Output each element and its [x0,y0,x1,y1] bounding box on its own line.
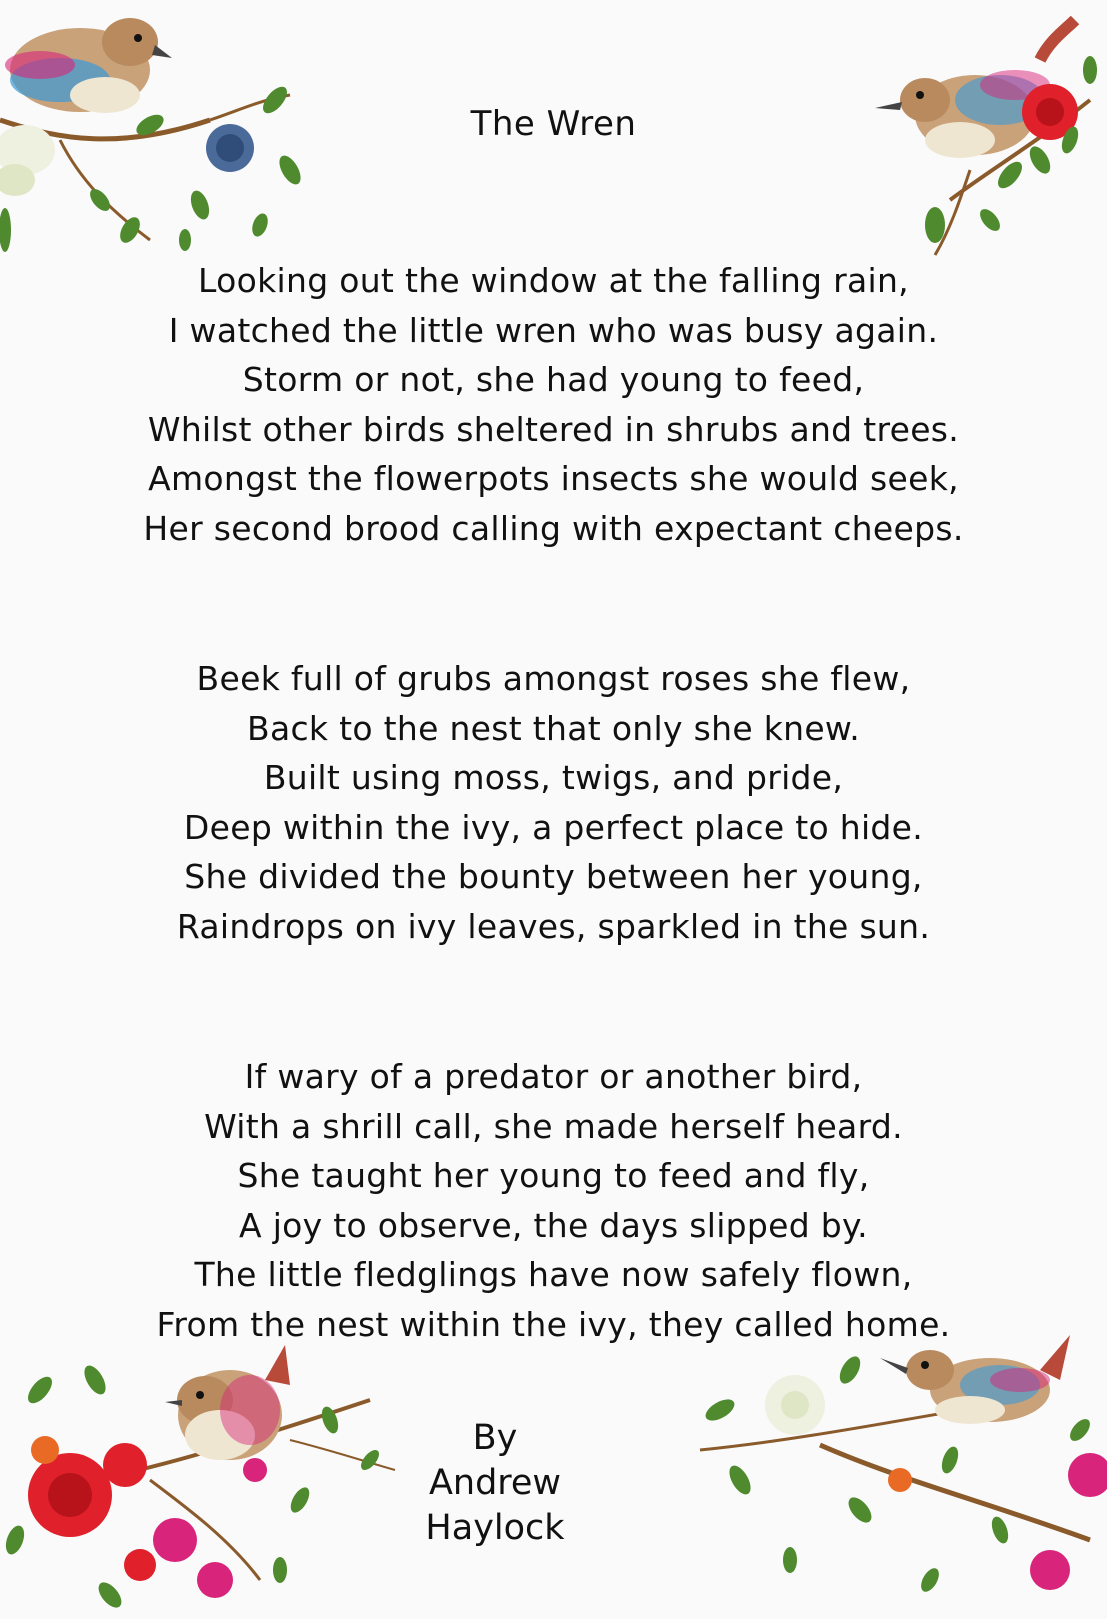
stanza-1 [0,256,1107,553]
poem-line: Her second brood calling with expectant cheeps. [143,508,964,548]
author-first-name: Andrew [428,1463,562,1503]
poem-line: Deep within the ivy, a perfect place to hide. [183,807,924,847]
poem-line: Looking out the window at the falling rain, [198,261,909,300]
poem-line: I watched the little wren who was busy again. [168,310,939,350]
stanza-2 [0,654,1107,951]
poem-title: The Wren [470,104,637,144]
poem-line: Beek full of grubs amongst roses she flew, [196,659,911,698]
poem-line: Built using moss, twigs, and pride, [263,758,844,797]
poem-line: With a shrill call, she made herself heard. [204,1106,903,1146]
poem-line: Raindrops on ivy leaves, sparkled in the sun. [176,906,931,946]
stanza-3 [0,1052,1107,1349]
poem-line: Storm or not, she had young to feed, [242,360,865,399]
bottom-right-wren-illustration [700,1330,1107,1619]
poem-line: She taught her young to feed and fly, [237,1156,870,1195]
poem-line: Amongst the flowerpots insects she would seek, [148,459,959,498]
poem-line: Back to the nest that only she knew. [247,708,860,748]
bottom-left-wren-illustration [0,1340,400,1619]
poem-line: From the nest within the ivy, they called home. [156,1304,951,1344]
poem-line: Whilst other birds sheltered in shrubs and trees. [147,409,960,449]
poem-line: The little fledglings have now safely flown, [194,1255,913,1294]
author-byline [395,1416,595,1551]
poem-line: If wary of a predator or another bird, [244,1057,863,1096]
author-last-name: Haylock [425,1508,565,1548]
poem-line: A joy to observe, the days slipped by. [239,1205,868,1245]
poem-line: She divided the bounty between her young, [184,857,923,896]
byline-by: By [472,1418,518,1458]
